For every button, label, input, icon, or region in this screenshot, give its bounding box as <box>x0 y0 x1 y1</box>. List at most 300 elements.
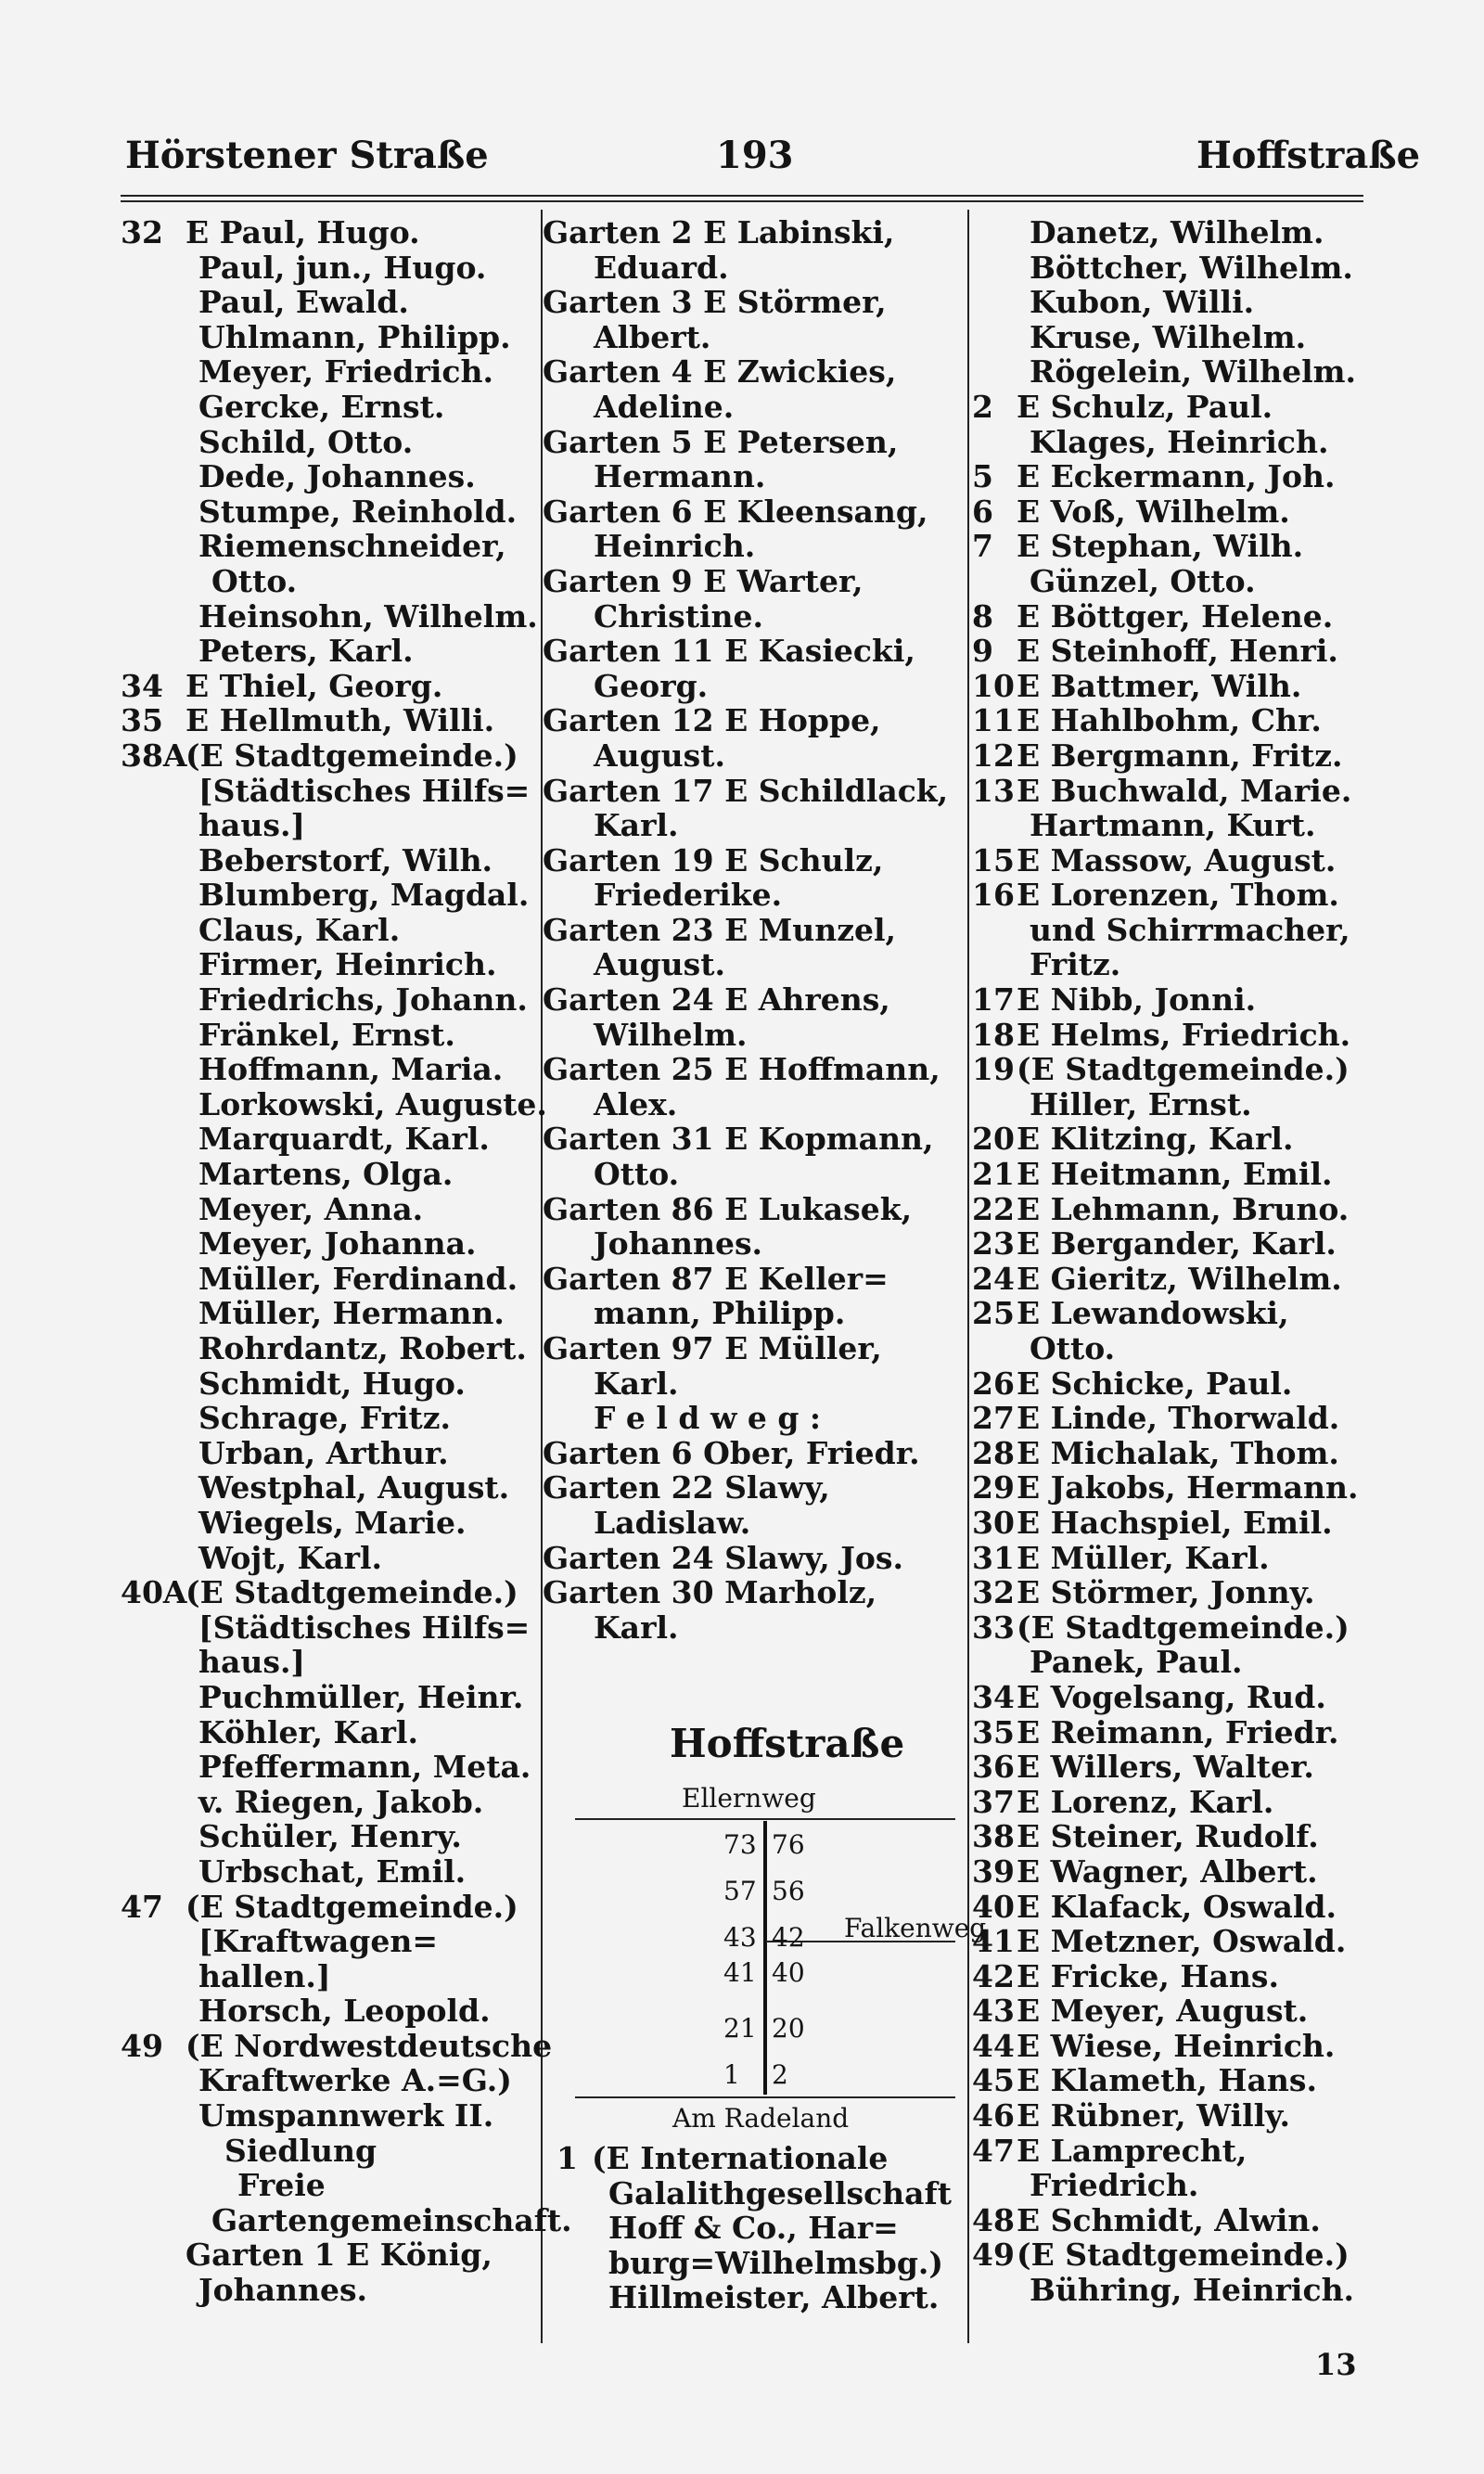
entry-text: E Lehmann, Bruno. <box>1017 1190 1350 1227</box>
entry-text: Paul, jun., Hugo. <box>198 249 487 286</box>
street-map <box>575 1767 987 2138</box>
house-number: 16 <box>972 877 1015 914</box>
house-number: 41 <box>972 1923 1015 1960</box>
entry-text: Garten 30 Marholz, <box>543 1574 877 1611</box>
map-number-right: 76 <box>772 1829 805 1860</box>
entry-text: E Hachspiel, Emil. <box>1017 1504 1333 1541</box>
entry-text: E Lamprecht, <box>1017 2132 1247 2169</box>
directory-entry <box>543 390 965 425</box>
entry-text: E Metzner, Oswald. <box>1017 1923 1347 1960</box>
entry-text: E Fricke, Hans. <box>1017 1957 1279 1994</box>
entry-text: Garten 12 E Hoppe, <box>543 702 881 739</box>
directory-entry <box>972 1854 1362 1890</box>
entry-text: haus.] <box>198 1644 306 1681</box>
middle-bottom-entries <box>556 2141 965 2315</box>
entry-text: E Wagner, Albert. <box>1017 1852 1318 1890</box>
directory-entry <box>121 1331 538 1366</box>
house-number: 2 <box>972 388 993 425</box>
entry-text: Hillmeister, Albert. <box>608 2279 940 2316</box>
directory-entry <box>543 354 965 390</box>
entry-text: Panek, Paul. <box>1030 1644 1243 1681</box>
directory-entry <box>121 494 538 530</box>
entry-text: Kubon, Willi. <box>1030 284 1255 321</box>
entry-text: E Böttger, Helene. <box>1017 597 1334 635</box>
entry-text: Garten 19 E Schulz, <box>543 841 884 878</box>
directory-entry <box>972 1993 1362 2029</box>
directory-entry <box>972 1262 1362 1297</box>
entry-text: Ladislaw. <box>594 1504 751 1541</box>
house-number: 15 <box>972 841 1015 878</box>
map-bottom-line <box>575 2096 955 2098</box>
entry-text: und Schirrmacher, <box>1030 911 1350 948</box>
map-number-right: 42 <box>772 1922 805 1953</box>
directory-entry <box>121 425 538 460</box>
directory-entry <box>543 843 965 878</box>
entry-text: Pfeffermann, Meta. <box>198 1749 531 1786</box>
entry-text: E Müller, Karl. <box>1017 1539 1270 1576</box>
directory-entry <box>121 1924 538 1959</box>
entry-text: E Schulz, Paul. <box>1017 388 1273 425</box>
entry-text: Garten 4 E Zwickies, <box>543 353 897 391</box>
entry-text: Bühring, Heinrich. <box>1030 2272 1355 2309</box>
entry-text: Puchmüller, Heinr. <box>198 1678 524 1715</box>
directory-entry <box>972 494 1362 530</box>
directory-entry <box>543 1610 965 1646</box>
entry-text: E Meyer, August. <box>1017 1993 1309 2030</box>
directory-entry <box>972 2237 1362 2273</box>
directory-entry <box>543 215 965 250</box>
directory-entry <box>121 215 538 250</box>
directory-entry <box>121 1192 538 1227</box>
entry-text: F e l d w e g : <box>594 1400 822 1437</box>
entry-text: Marquardt, Karl. <box>198 1121 490 1158</box>
entry-text: Gartengemeinschaft. <box>211 2201 572 2238</box>
entry-text: haus.] <box>198 807 306 844</box>
entry-text: (E Stadtgemeinde.) <box>1017 1609 1350 1646</box>
map-number-left: 41 <box>723 1957 757 1988</box>
directory-entry <box>972 529 1362 564</box>
entry-text: Stumpe, Reinhold. <box>198 493 518 530</box>
directory-entry <box>972 1052 1362 1087</box>
entry-text: Wiegels, Marie. <box>198 1504 467 1541</box>
directory-entry <box>543 1436 965 1471</box>
directory-entry <box>121 1018 538 1053</box>
directory-entry <box>543 1018 965 1053</box>
directory-entry <box>121 2027 553 2064</box>
directory-entry <box>972 1296 1362 1331</box>
directory-entry <box>972 354 1362 390</box>
house-number: 34 <box>972 1678 1015 1715</box>
house-number: 13 <box>972 772 1015 809</box>
entry-text: Garten 17 E Schildlack, <box>543 772 949 809</box>
house-number: 30 <box>972 1504 1015 1541</box>
house-number: 32 <box>121 214 163 250</box>
entry-text: E Bergmann, Fritz. <box>1017 737 1343 774</box>
map-number-left: 57 <box>723 1876 757 1906</box>
directory-entry <box>543 599 965 635</box>
directory-entry <box>121 2201 572 2238</box>
directory-entry <box>543 808 965 843</box>
entry-text: Georg. <box>594 667 709 704</box>
entry-text: burg=Wilhelmsbg.) <box>608 2244 944 2281</box>
entry-text: E Steinhoff, Henri. <box>1017 633 1338 670</box>
entry-text: Johannes. <box>198 2272 368 2309</box>
entry-text: Wojt, Karl. <box>198 1539 383 1576</box>
directory-entry <box>543 320 965 355</box>
entry-text: Urbschat, Emil. <box>198 1852 467 1890</box>
entry-text: Galalithgesellschaft <box>608 2174 952 2211</box>
entry-text: E Nibb, Jonni. <box>1017 981 1257 1019</box>
house-number: 31 <box>972 1539 1015 1576</box>
directory-entry <box>543 634 965 669</box>
directory-entry <box>543 1296 965 1331</box>
entry-text: August. <box>594 737 725 774</box>
house-number: 27 <box>972 1400 1015 1437</box>
house-number: 36 <box>972 1749 1015 1786</box>
directory-entry <box>972 1436 1362 1471</box>
directory-entry <box>121 1541 538 1576</box>
entry-text: (E Stadtgemeinde.) <box>1017 2237 1350 2274</box>
entry-text: E Lewandowski, <box>1017 1295 1289 1332</box>
directory-entry <box>121 634 538 669</box>
directory-entry <box>543 947 965 982</box>
entry-text: Peters, Karl. <box>198 633 414 670</box>
house-number: 32 <box>972 1574 1015 1611</box>
entry-text: Eduard. <box>594 249 729 286</box>
directory-entry <box>543 564 965 599</box>
house-number: 35 <box>121 702 163 739</box>
directory-entry <box>972 878 1362 913</box>
map-number-left: 73 <box>723 1829 757 1860</box>
house-number: 38A <box>121 737 187 774</box>
house-number: 49 <box>972 2237 1015 2274</box>
entry-text: Lorkowski, Auguste. <box>198 1085 547 1122</box>
directory-entry <box>121 703 538 738</box>
entry-text: E Schmidt, Alwin. <box>1017 2201 1321 2238</box>
entry-text: Garten 86 E Lukasek, <box>543 1190 913 1227</box>
entry-text: (E Internationale <box>592 2140 889 2176</box>
entry-text: [Kraftwagen= <box>198 1923 439 1960</box>
directory-entry <box>121 1854 538 1890</box>
directory-entry <box>121 1401 538 1436</box>
entry-text: Wilhelm. <box>594 1016 748 1053</box>
house-number: 10 <box>972 667 1015 704</box>
entry-text: Köhler, Karl. <box>198 1713 418 1750</box>
directory-entry <box>121 2168 538 2203</box>
entry-text: Gercke, Ernst. <box>198 388 445 425</box>
directory-entry <box>543 1052 965 1087</box>
middle-column <box>543 215 965 1645</box>
house-number: 25 <box>972 1295 1015 1332</box>
entry-text: Garten 11 E Kasiecki, <box>543 633 915 670</box>
entry-text: Otto. <box>1030 1330 1116 1366</box>
entry-text: E Battmer, Wilh. <box>1017 667 1302 704</box>
directory-entry <box>121 1645 538 1680</box>
directory-entry <box>121 320 538 355</box>
directory-entry <box>121 1890 538 1925</box>
house-number: 7 <box>972 528 993 565</box>
directory-entry <box>121 1157 538 1192</box>
entry-text: Böttcher, Wilhelm. <box>1030 249 1353 286</box>
directory-entry <box>543 1226 965 1262</box>
directory-entry <box>972 599 1362 635</box>
entry-text: Friedrichs, Johann. <box>198 981 528 1019</box>
directory-entry <box>543 494 965 530</box>
directory-entry <box>121 1122 538 1157</box>
house-number: 47 <box>972 2132 1015 2169</box>
entry-text: E Buchwald, Marie. <box>1017 772 1352 809</box>
directory-entry <box>972 390 1362 425</box>
directory-entry <box>556 2176 965 2211</box>
entry-text: E Jakobs, Hermann. <box>1017 1469 1359 1506</box>
house-number: 43 <box>972 1993 1015 2030</box>
directory-entry <box>972 1331 1362 1366</box>
entry-text: Müller, Ferdinand. <box>198 1260 518 1297</box>
directory-entry <box>972 2063 1362 2098</box>
directory-entry <box>543 1157 965 1192</box>
directory-entry <box>121 564 538 599</box>
entry-text: Garten 1 E König, <box>186 2237 493 2274</box>
entry-text: v. Riegen, Jakob. <box>198 1783 484 1820</box>
directory-entry <box>543 1331 965 1366</box>
directory-entry <box>121 738 538 774</box>
directory-entry <box>972 808 1362 843</box>
entry-text: E Willers, Walter. <box>1017 1749 1314 1786</box>
directory-entry <box>121 354 538 390</box>
entry-text: E Bergander, Karl. <box>1017 1225 1337 1263</box>
entry-text: Garten 5 E Petersen, <box>543 423 899 460</box>
entry-text: Schüler, Henry. <box>198 1818 462 1855</box>
entry-text: Firmer, Heinrich. <box>198 946 497 983</box>
directory-entry <box>972 774 1362 809</box>
entry-text: (E Stadtgemeinde.) <box>186 1574 518 1611</box>
entry-text: Freie <box>237 2167 326 2204</box>
directory-entry <box>972 1087 1362 1122</box>
house-number: 5 <box>972 458 993 495</box>
directory-entry <box>972 1401 1362 1436</box>
entry-text: E Stephan, Wilh. <box>1017 528 1304 565</box>
entry-text: Garten 6 E Kleensang, <box>543 493 928 530</box>
entry-text: (E Stadtgemeinde.) <box>186 737 518 774</box>
entry-text: Martens, Olga. <box>198 1156 454 1193</box>
entry-text: Garten 2 E Labinski, <box>543 214 895 250</box>
directory-entry <box>972 2029 1362 2064</box>
directory-entry <box>543 250 965 286</box>
entry-text: E Klafack, Oswald. <box>1017 1888 1337 1925</box>
entry-text: Garten 3 E Störmer, <box>543 284 887 321</box>
house-number: 38 <box>972 1818 1015 1855</box>
directory-entry <box>972 1890 1362 1925</box>
directory-entry <box>121 1470 538 1506</box>
directory-entry <box>121 1436 538 1471</box>
entry-text: Adeline. <box>594 388 735 425</box>
directory-entry <box>556 2246 965 2281</box>
entry-text: E Vogelsang, Rud. <box>1017 1678 1326 1715</box>
house-number: 44 <box>972 2027 1015 2064</box>
entry-text: Claus, Karl. <box>198 911 401 948</box>
entry-text: Karl. <box>594 807 679 844</box>
directory-entry <box>556 2141 965 2176</box>
left-column <box>121 214 572 2309</box>
directory-entry <box>121 1819 538 1854</box>
directory-entry <box>972 2203 1362 2238</box>
entry-text: (E Stadtgemeinde.) <box>1017 1051 1350 1088</box>
entry-text: E Eckermann, Joh. <box>1017 458 1336 495</box>
entry-text: Kruse, Wilhelm. <box>1030 318 1307 355</box>
entry-text: E Klitzing, Karl. <box>1017 1121 1294 1158</box>
entry-text: Hoff & Co., Har= <box>608 2210 899 2247</box>
entry-text: Christine. <box>594 597 764 635</box>
house-number: 26 <box>972 1365 1015 1402</box>
directory-entry <box>121 250 538 286</box>
directory-entry <box>972 1680 1362 1715</box>
header-page-number: 193 <box>716 134 794 177</box>
directory-entry <box>972 843 1362 878</box>
entry-text: Johannes. <box>594 1225 763 1263</box>
house-number: 46 <box>972 2097 1015 2134</box>
entry-text: Garten 31 E Kopmann, <box>543 1121 934 1158</box>
map-bottom-label: Am Radeland <box>672 2103 850 2134</box>
directory-entry <box>121 2063 538 2098</box>
directory-entry <box>543 878 965 913</box>
entry-text: Heinsohn, Wilhelm. <box>198 597 538 635</box>
house-number: 24 <box>972 1260 1015 1297</box>
house-number: 34 <box>121 667 163 704</box>
directory-entry <box>121 459 538 494</box>
entry-text: August. <box>594 946 725 983</box>
directory-entry <box>972 1470 1362 1506</box>
directory-entry <box>543 1541 965 1576</box>
house-number: 39 <box>972 1852 1015 1890</box>
house-number: 18 <box>972 1016 1015 1053</box>
directory-entry <box>543 1470 965 1506</box>
entry-text: Schmidt, Hugo. <box>198 1365 466 1402</box>
directory-entry <box>972 425 1362 460</box>
entry-text: Schrage, Fritz. <box>198 1400 451 1437</box>
directory-entry <box>121 1296 538 1331</box>
entry-text: Friederike. <box>594 877 783 914</box>
house-number: 22 <box>972 1190 1015 1227</box>
entry-text: Fritz. <box>1030 946 1121 983</box>
map-number-left: 43 <box>723 1922 757 1953</box>
directory-entry <box>972 459 1362 494</box>
entry-text: E Helms, Friedrich. <box>1017 1016 1351 1053</box>
directory-entry <box>543 1506 965 1541</box>
directory-entry <box>121 1226 538 1262</box>
entry-text: Meyer, Johanna. <box>198 1225 477 1263</box>
directory-entry <box>972 1750 1362 1785</box>
entry-text: E Klameth, Hans. <box>1017 2062 1317 2099</box>
entry-text: Otto. <box>594 1156 680 1193</box>
street-title: Hoffstraße <box>670 1721 905 1766</box>
entry-text: Kraftwerke A.=G.) <box>198 2062 512 2099</box>
right-column <box>972 215 1362 2308</box>
directory-entry <box>972 1366 1362 1402</box>
directory-entry <box>972 913 1362 948</box>
header-rule <box>121 195 1363 197</box>
entry-text: E Hahlbohm, Chr. <box>1017 702 1322 739</box>
entry-text: Meyer, Friedrich. <box>198 353 493 391</box>
directory-entry <box>121 1052 538 1087</box>
directory-entry <box>543 1192 965 1227</box>
directory-entry <box>121 1993 538 2029</box>
house-number: 40A <box>121 1574 187 1611</box>
directory-entry <box>121 2098 538 2134</box>
directory-entry <box>121 1085 547 1122</box>
directory-entry <box>543 669 965 704</box>
house-number: 12 <box>972 737 1015 774</box>
house-number: 48 <box>972 2201 1015 2238</box>
directory-entry <box>543 982 965 1018</box>
directory-entry <box>972 215 1362 250</box>
directory-entry <box>972 1575 1362 1610</box>
directory-entry <box>121 390 538 425</box>
house-number: 11 <box>972 702 1015 739</box>
directory-entry <box>121 669 538 704</box>
entry-text: Karl. <box>594 1609 679 1646</box>
directory-entry <box>972 250 1362 286</box>
directory-entry <box>972 1018 1362 1053</box>
directory-entry <box>121 2273 538 2308</box>
entry-text: E Steiner, Rudolf. <box>1017 1818 1319 1855</box>
directory-entry <box>121 774 538 809</box>
entry-text: Horsch, Leopold. <box>198 1993 491 2030</box>
entry-text: Alex. <box>594 1085 678 1122</box>
map-side-label: Falkenweg <box>844 1913 987 1943</box>
directory-entry <box>121 1680 538 1715</box>
directory-entry <box>972 2168 1362 2203</box>
entry-text: Hiller, Ernst. <box>1030 1085 1252 1122</box>
entry-text: Müller, Hermann. <box>198 1295 505 1332</box>
entry-text: E Störmer, Jonny. <box>1017 1574 1315 1611</box>
column-divider-right <box>967 210 969 2343</box>
entry-text: Rögelein, Wilhelm. <box>1030 353 1357 391</box>
directory-entry <box>972 1192 1362 1227</box>
entry-text: E Reimann, Friedr. <box>1017 1713 1339 1750</box>
directory-entry <box>972 947 1362 982</box>
directory-entry <box>121 1575 538 1610</box>
entry-text: Garten 22 Slawy, <box>543 1469 830 1506</box>
entry-text: Heinrich. <box>594 528 756 565</box>
house-number: 8 <box>972 597 993 635</box>
directory-entry <box>543 285 965 320</box>
directory-entry <box>972 1959 1362 1994</box>
house-number: 20 <box>972 1121 1015 1158</box>
entry-text: Garten 25 E Hoffmann, <box>543 1051 940 1088</box>
entry-text: E Wiese, Heinrich. <box>1017 2027 1336 2064</box>
directory-entry <box>543 1575 965 1610</box>
entry-text: E Gieritz, Wilhelm. <box>1017 1260 1342 1297</box>
entry-text: Hermann. <box>594 458 766 495</box>
map-number-right: 56 <box>772 1876 805 1906</box>
directory-entry <box>972 1506 1362 1541</box>
directory-entry <box>121 843 538 878</box>
entry-text: [Städtisches Hilfs= <box>198 772 531 809</box>
house-number: 47 <box>121 1888 163 1925</box>
directory-entry <box>543 703 965 738</box>
entry-text: (E Nordwestdeutsche <box>186 2027 553 2064</box>
directory-entry <box>972 1541 1362 1576</box>
directory-entry <box>972 1819 1362 1854</box>
map-top-line <box>575 1818 955 1820</box>
entry-text: E Voß, Wilhelm. <box>1017 493 1290 530</box>
map-street-line <box>763 1821 767 2095</box>
directory-entry <box>121 529 538 564</box>
header-rule-2 <box>121 200 1363 202</box>
directory-entry <box>972 1715 1362 1750</box>
directory-entry <box>121 1366 538 1402</box>
entry-text: Westphal, August. <box>198 1469 510 1506</box>
